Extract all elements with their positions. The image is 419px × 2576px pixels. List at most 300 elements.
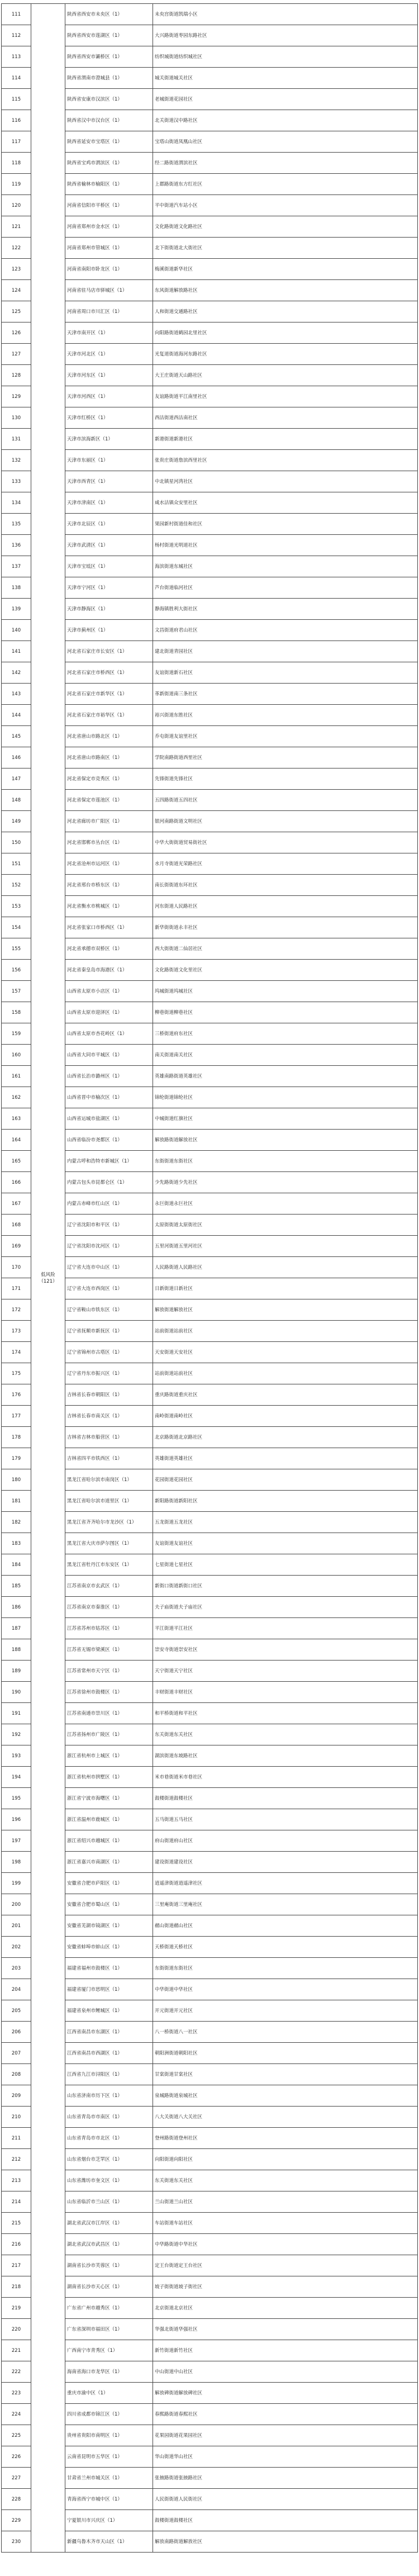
area-detail: 崇安寺街道崇安社区 — [153, 1639, 418, 1661]
row-number: 226 — [2, 2446, 31, 2468]
row-number: 186 — [2, 1597, 31, 1618]
area-detail: 朝阳洲街道朝阳社区 — [153, 2043, 418, 2064]
row-number: 162 — [2, 1087, 31, 1108]
area-detail: 中华路街道中华社区 — [153, 2234, 418, 2255]
area-name: 天津市津南区（1） — [65, 492, 153, 514]
area-name: 内蒙古赤峰市红山区（1） — [65, 1193, 153, 1215]
area-name: 山东省烟台市芝罘区（1） — [65, 2149, 153, 2170]
area-name: 天津市南开区（1） — [65, 322, 153, 344]
area-detail: 鼓楼街道鼓楼社区 — [153, 2510, 418, 2531]
row-number: 144 — [2, 705, 31, 726]
area-detail: 坡子街街道坡子街社区 — [153, 2276, 418, 2298]
area-detail: 夫子庙街道夫子庙社区 — [153, 1597, 418, 1618]
area-name: 山东省临沂市兰山区（1） — [65, 2191, 153, 2213]
row-number: 122 — [2, 238, 31, 259]
area-detail: 五龙街道五龙社区 — [153, 1512, 418, 1533]
area-name: 河北省保定市莲池区（1） — [65, 790, 153, 811]
area-detail: 东关街道东关社区 — [153, 1724, 418, 1745]
area-detail: 五里河街道五里河社区 — [153, 1236, 418, 1257]
area-detail: 革新街道南三条社区 — [153, 684, 418, 705]
row-number: 224 — [2, 2404, 31, 2425]
area-name: 辽宁省大连市中山区（1） — [65, 1257, 153, 1278]
area-name: 河南省南阳市卧龙区（1） — [65, 259, 153, 280]
area-name: 陕西省延安市宝塔区（1） — [65, 131, 153, 153]
area-detail: 杨村街道光明道社区 — [153, 535, 418, 556]
row-number: 143 — [2, 684, 31, 705]
area-detail: 新阳路街道新阳社区 — [153, 1491, 418, 1512]
area-detail: 站前街道站前社区 — [153, 1363, 418, 1384]
area-name: 湖南省长沙市天心区（1） — [65, 2276, 153, 2298]
area-name: 河北省唐山市路北区（1） — [65, 726, 153, 747]
row-number: 216 — [2, 2234, 31, 2255]
area-detail: 花园街道花园社区 — [153, 1469, 418, 1491]
row-number: 137 — [2, 556, 31, 577]
row-number: 189 — [2, 1661, 31, 1682]
row-number: 168 — [2, 1215, 31, 1236]
area-detail: 五马街道五马社区 — [153, 1809, 418, 1830]
area-detail: 文昌街道府君山社区 — [153, 620, 418, 641]
row-number: 112 — [2, 25, 31, 46]
area-detail: 华强北街道华强社区 — [153, 2319, 418, 2340]
area-name: 海南省海口市龙华区（1） — [65, 2361, 153, 2383]
row-number: 219 — [2, 2298, 31, 2319]
area-name: 江西省九江市浔阳区（1） — [65, 2064, 153, 2085]
area-name: 陕西省汉中市汉台区（1） — [65, 110, 153, 131]
row-number: 193 — [2, 1745, 31, 1767]
row-number: 176 — [2, 1384, 31, 1406]
row-number: 201 — [2, 1915, 31, 1937]
row-number: 225 — [2, 2425, 31, 2446]
area-name: 福建省泉州市鲤城区（1） — [65, 2000, 153, 2022]
area-detail: 上郡路街道东方红社区 — [153, 174, 418, 195]
area-name: 辽宁省大连市西岗区（1） — [65, 1278, 153, 1299]
row-number: 197 — [2, 1830, 31, 1852]
area-name: 安徽省合肥市蜀山区（1） — [65, 1894, 153, 1915]
row-number: 111 — [2, 4, 31, 25]
area-detail: 定王台街道定王台社区 — [153, 2255, 418, 2276]
row-number: 208 — [2, 2064, 31, 2085]
risk-table-body — [2, 4, 418, 2553]
area-detail: 果园新村街道佳和社区 — [153, 514, 418, 535]
row-number: 139 — [2, 599, 31, 620]
area-detail: 文化路街道文化路社区 — [153, 216, 418, 238]
area-name: 天津市红桥区（1） — [65, 407, 153, 429]
area-name: 江苏省常州市天宁区（1） — [65, 1661, 153, 1682]
row-number: 190 — [2, 1682, 31, 1703]
row-number: 114 — [2, 68, 31, 89]
row-number: 129 — [2, 386, 31, 407]
area-name: 浙江省杭州市拱墅区（1） — [65, 1767, 153, 1788]
row-number: 152 — [2, 875, 31, 896]
area-name: 天津市东丽区（1） — [65, 450, 153, 471]
row-number: 173 — [2, 1321, 31, 1342]
area-detail: 日新街道日新社区 — [153, 1278, 418, 1299]
area-detail: 南关街道南关社区 — [153, 1045, 418, 1066]
row-number: 130 — [2, 407, 31, 429]
area-name: 河北省廊坊市广阳区（1） — [65, 811, 153, 832]
area-detail: 向阳街道向阳社区 — [153, 2149, 418, 2170]
area-name: 内蒙古呼和浩特市新城区（1） — [65, 1151, 153, 1172]
row-number: 210 — [2, 2107, 31, 2128]
area-detail: 东街街道东街社区 — [153, 1958, 418, 1979]
row-number: 209 — [2, 2085, 31, 2107]
row-number: 211 — [2, 2128, 31, 2149]
area-name: 福建省厦门市思明区（1） — [65, 1979, 153, 2000]
area-detail: 锦纶街道锦纶社区 — [153, 1087, 418, 1108]
area-detail: 英雄街道英雄社区 — [153, 1448, 418, 1469]
row-number: 170 — [2, 1257, 31, 1278]
row-number: 175 — [2, 1363, 31, 1384]
row-number: 138 — [2, 577, 31, 599]
area-detail: 纺织城街道纺织城社区 — [153, 46, 418, 68]
area-name: 陕西省西安市莲湖区（1） — [65, 25, 153, 46]
area-name: 浙江省宁波市海曙区（1） — [65, 1788, 153, 1809]
row-number: 119 — [2, 174, 31, 195]
area-name: 天津市宁河区（1） — [65, 577, 153, 599]
area-name: 江苏省无锡市梁溪区（1） — [65, 1639, 153, 1661]
row-number: 165 — [2, 1151, 31, 1172]
area-name: 江西省南昌市东湖区（1） — [65, 2022, 153, 2043]
row-number: 171 — [2, 1278, 31, 1299]
area-name: 江苏省徐州市鼓楼区（1） — [65, 1682, 153, 1703]
area-detail: 坞城街道坞城社区 — [153, 981, 418, 1002]
area-name: 河北省石家庄市裕华区（1） — [65, 705, 153, 726]
area-name: 黑龙江省牡丹江市东安区（1） — [65, 1554, 153, 1576]
row-number: 222 — [2, 2361, 31, 2383]
area-name: 贵州省贵阳市南明区（1） — [65, 2425, 153, 2446]
area-detail: 新华街街道永丰社区 — [153, 917, 418, 938]
area-detail: 平中街道汽车站小区 — [153, 195, 418, 216]
area-detail: 建设街道建设社区 — [153, 1852, 418, 1873]
area-detail: 西沽街道西沽南社区 — [153, 407, 418, 429]
area-detail: 大兴路街道枣园东路社区 — [153, 25, 418, 46]
area-name: 安徽省蚌埠市蚌山区（1） — [65, 1937, 153, 1958]
area-name: 新疆乌鲁木齐市天山区（1） — [65, 2531, 153, 2553]
area-name: 陕西省西安市灞桥区（1） — [65, 46, 153, 68]
area-detail: 中华街道中华社区 — [153, 1979, 418, 2000]
row-number: 205 — [2, 2000, 31, 2022]
area-detail: 城关街道城关社区 — [153, 68, 418, 89]
row-number: 183 — [2, 1533, 31, 1554]
area-detail: 解放南路街道解放社区 — [153, 2531, 418, 2553]
row-number: 118 — [2, 153, 31, 174]
row-number: 157 — [2, 981, 31, 1002]
risk-area-table — [1, 3, 418, 2553]
row-number: 147 — [2, 768, 31, 790]
area-name: 天津市武清区（1） — [65, 535, 153, 556]
area-name: 河北省邯郸市丛台区（1） — [65, 832, 153, 853]
row-number: 126 — [2, 322, 31, 344]
row-number: 116 — [2, 110, 31, 131]
area-name: 黑龙江省大庆市萨尔图区（1） — [65, 1533, 153, 1554]
area-name: 河北省石家庄市桥西区（1） — [65, 662, 153, 684]
area-detail: 北京街道北京社区 — [153, 2298, 418, 2319]
area-name: 安徽省芜湖市镜湖区（1） — [65, 1915, 153, 1937]
row-number: 215 — [2, 2213, 31, 2234]
area-detail: 未央宫街道凯瑞小区 — [153, 4, 418, 25]
area-detail: 老城街道花园社区 — [153, 89, 418, 110]
area-name: 黑龙江省哈尔滨市南岗区（1） — [65, 1469, 153, 1491]
area-name: 河南省郑州市金水区（1） — [65, 216, 153, 238]
row-number: 220 — [2, 2319, 31, 2340]
row-number: 166 — [2, 1172, 31, 1193]
area-name: 陕西省宝鸡市渭滨区（1） — [65, 153, 153, 174]
area-name: 江苏省扬州市广陵区（1） — [65, 1724, 153, 1745]
area-detail: 人民街街道人民街社区 — [153, 2489, 418, 2510]
area-detail: 兰山街道兰山社区 — [153, 2191, 418, 2213]
area-detail: 少先路街道少先社区 — [153, 1172, 418, 1193]
area-detail: 水月寺街道光荣路社区 — [153, 853, 418, 875]
row-number: 160 — [2, 1045, 31, 1066]
area-detail: 解放碑街道解放碑社区 — [153, 2383, 418, 2404]
row-number: 142 — [2, 662, 31, 684]
row-number: 163 — [2, 1108, 31, 1130]
row-number: 202 — [2, 1937, 31, 1958]
area-name: 河北省石家庄市长安区（1） — [65, 641, 153, 662]
area-name: 河北省沧州市运河区（1） — [65, 853, 153, 875]
area-detail: 花果园街道花果园社区 — [153, 2425, 418, 2446]
area-detail: 解放街道解放社区 — [153, 1299, 418, 1321]
area-name: 甘肃省兰州市城关区（1） — [65, 2468, 153, 2489]
area-name: 浙江省温州市鹿城区（1） — [65, 1809, 153, 1830]
area-name: 吉林省长春市南关区（1） — [65, 1406, 153, 1427]
area-name: 黑龙江省齐齐哈尔市龙沙区（1） — [65, 1512, 153, 1533]
risk-level-cell — [31, 4, 65, 2553]
row-number: 123 — [2, 259, 31, 280]
area-name: 浙江省杭州市上城区（1） — [65, 1745, 153, 1767]
area-detail: 解放路街道解放社区 — [153, 1130, 418, 1151]
row-number: 151 — [2, 853, 31, 875]
area-detail: 泉城路街道泉城社区 — [153, 2085, 418, 2107]
area-detail: 友谊街道新石社区 — [153, 662, 418, 684]
row-number: 132 — [2, 450, 31, 471]
area-detail: 静海镇胜利大街社区 — [153, 599, 418, 620]
area-detail: 春熙路街道春熙社区 — [153, 2404, 418, 2425]
area-detail: 大王庄街道天山路社区 — [153, 365, 418, 386]
area-name: 辽宁省鞍山市铁东区（1） — [65, 1299, 153, 1321]
area-detail: 中城街道红旗社区 — [153, 1108, 418, 1130]
area-name: 湖南省长沙市芙蓉区（1） — [65, 2255, 153, 2276]
area-detail: 和平桥街道和平社区 — [153, 1703, 418, 1724]
area-name: 山西省太原市杏花岭区（1） — [65, 1023, 153, 1045]
area-detail: 柳巷街道柳巷社区 — [153, 1002, 418, 1023]
area-name: 河北省张家口市桥西区（1） — [65, 917, 153, 938]
area-detail: 车站街道车站社区 — [153, 2213, 418, 2234]
area-name: 湖北省武汉市江岸区（1） — [65, 2213, 153, 2234]
area-detail: 海滨街道东城社区 — [153, 556, 418, 577]
row-number: 213 — [2, 2170, 31, 2191]
row-number: 192 — [2, 1724, 31, 1745]
area-name: 广东省广州市越秀区（1） — [65, 2298, 153, 2319]
area-detail: 银河南路街道文明社区 — [153, 811, 418, 832]
row-number: 127 — [2, 344, 31, 365]
area-detail: 学院南路街道西里社区 — [153, 747, 418, 768]
row-number: 124 — [2, 280, 31, 301]
area-name: 山西省长治市潞州区（1） — [65, 1066, 153, 1087]
area-detail: 赭山街道赭山社区 — [153, 1915, 418, 1937]
row-number: 181 — [2, 1491, 31, 1512]
row-number: 199 — [2, 1873, 31, 1894]
area-detail: 友谊路街道平江南里社区 — [153, 386, 418, 407]
area-name: 江苏省南京市玄武区（1） — [65, 1576, 153, 1597]
row-number: 203 — [2, 1958, 31, 1979]
row-number: 141 — [2, 641, 31, 662]
area-detail: 平江街道平江社区 — [153, 1618, 418, 1639]
area-name: 吉林省四平市铁西区（1） — [65, 1448, 153, 1469]
row-number: 229 — [2, 2510, 31, 2531]
row-number: 164 — [2, 1130, 31, 1151]
row-number: 223 — [2, 2383, 31, 2404]
row-number: 179 — [2, 1448, 31, 1469]
area-name: 陕西省榆林市榆阳区（1） — [65, 174, 153, 195]
row-number: 146 — [2, 747, 31, 768]
area-name: 河南省周口市川汇区（1） — [65, 301, 153, 322]
area-detail: 乔屯街道友谊里社区 — [153, 726, 418, 747]
area-detail: 裕兴街道东胜社区 — [153, 705, 418, 726]
row-number: 153 — [2, 896, 31, 917]
area-detail: 人和街道交通路社区 — [153, 301, 418, 322]
row-number: 214 — [2, 2191, 31, 2213]
area-detail: 米市巷街道米市巷社区 — [153, 1767, 418, 1788]
area-detail: 北关街道汉中路社区 — [153, 110, 418, 131]
area-name: 辽宁省锦州市古塔区（1） — [65, 1342, 153, 1363]
row-number: 136 — [2, 535, 31, 556]
area-name: 江苏省南京市秦淮区（1） — [65, 1597, 153, 1618]
row-number: 158 — [2, 1002, 31, 1023]
row-number: 140 — [2, 620, 31, 641]
row-number: 125 — [2, 301, 31, 322]
area-detail: 向阳路街道鹤园北里社区 — [153, 322, 418, 344]
area-detail: 中山街道中山社区 — [153, 2361, 418, 2383]
row-number: 161 — [2, 1066, 31, 1087]
row-number: 135 — [2, 514, 31, 535]
row-number: 134 — [2, 492, 31, 514]
area-detail: 东关街道东关社区 — [153, 2170, 418, 2191]
area-detail: 重庆路街道重庆社区 — [153, 1384, 418, 1406]
row-number: 121 — [2, 216, 31, 238]
area-detail: 西大街街道二仙居社区 — [153, 938, 418, 960]
row-number: 180 — [2, 1469, 31, 1491]
area-name: 辽宁省沈阳市沈河区（1） — [65, 1236, 153, 1257]
row-number: 217 — [2, 2255, 31, 2276]
area-name: 湖北省武汉市武昌区（1） — [65, 2234, 153, 2255]
row-number: 150 — [2, 832, 31, 853]
row-number: 206 — [2, 2022, 31, 2043]
area-name: 云南省昆明市五华区（1） — [65, 2446, 153, 2468]
area-name: 青海省西宁市城中区（1） — [65, 2489, 153, 2510]
area-detail: 南长街街道东环社区 — [153, 875, 418, 896]
row-number: 191 — [2, 1703, 31, 1724]
area-name: 天津市宝坻区（1） — [65, 556, 153, 577]
row-number: 212 — [2, 2149, 31, 2170]
row-number: 148 — [2, 790, 31, 811]
area-detail: 东风街道解放路社区 — [153, 280, 418, 301]
area-detail: 友谊街道友谊社区 — [153, 1533, 418, 1554]
area-detail: 湖滨街道东坡路社区 — [153, 1745, 418, 1767]
area-detail: 府山街道府山社区 — [153, 1830, 418, 1852]
area-name: 江苏省南通市崇川区（1） — [65, 1703, 153, 1724]
row-number: 178 — [2, 1427, 31, 1448]
area-name: 辽宁省丹东市振兴区（1） — [65, 1363, 153, 1384]
area-name: 山西省临汾市尧都区（1） — [65, 1130, 153, 1151]
area-detail: 八大关街道八大关社区 — [153, 2107, 418, 2128]
area-detail: 华山街道华山社区 — [153, 2446, 418, 2468]
area-name: 山东省青岛市市北区（1） — [65, 2128, 153, 2149]
row-number: 167 — [2, 1193, 31, 1215]
row-number: 184 — [2, 1554, 31, 1576]
area-detail: 五四路街道五四社区 — [153, 790, 418, 811]
area-detail: 太原街街道太原街社区 — [153, 1215, 418, 1236]
area-name: 陕西省渭南市澄城县（1） — [65, 68, 153, 89]
row-number: 195 — [2, 1788, 31, 1809]
area-name: 山东省青岛市市南区（1） — [65, 2107, 153, 2128]
row-number: 221 — [2, 2340, 31, 2361]
row-number: 149 — [2, 811, 31, 832]
area-name: 黑龙江省哈尔滨市道里区（1） — [65, 1491, 153, 1512]
area-name: 浙江省绍兴市越城区（1） — [65, 1830, 153, 1852]
area-name: 天津市河东区（1） — [65, 365, 153, 386]
area-name: 辽宁省沈阳市和平区（1） — [65, 1215, 153, 1236]
area-detail: 八一桥街道八一社区 — [153, 2022, 418, 2043]
row-number: 198 — [2, 1852, 31, 1873]
area-detail: 丰财街道丰财社区 — [153, 1682, 418, 1703]
area-detail: 三里庵街道三里庵社区 — [153, 1894, 418, 1915]
area-detail: 张掖路街道张掖路社区 — [153, 2468, 418, 2489]
row-number: 169 — [2, 1236, 31, 1257]
area-name: 河北省石家庄市新华区（1） — [65, 684, 153, 705]
area-detail: 北下街街道北大街社区 — [153, 238, 418, 259]
area-detail: 宝塔山街道凤凰山社区 — [153, 131, 418, 153]
area-name: 河南省信阳市平桥区（1） — [65, 195, 153, 216]
area-name: 江苏省苏州市姑苏区（1） — [65, 1618, 153, 1639]
area-name: 山东省济南市历下区（1） — [65, 2085, 153, 2107]
risk-level-count: （121） — [39, 1278, 58, 1284]
area-name: 山西省太原市小店区（1） — [65, 981, 153, 1002]
area-name: 天津市静海区（1） — [65, 599, 153, 620]
area-name: 内蒙古包头市昆都仑区（1） — [65, 1172, 153, 1193]
area-name: 宁夏银川市兴庆区（1） — [65, 2510, 153, 2531]
area-name: 河北省保定市竞秀区（1） — [65, 768, 153, 790]
area-name: 广西南宁市青秀区（1） — [65, 2340, 153, 2361]
row-number: 196 — [2, 1809, 31, 1830]
area-detail: 建北街道青园社区 — [153, 641, 418, 662]
area-detail: 七星街道七星社区 — [153, 1554, 418, 1576]
area-detail: 东街街道东街社区 — [153, 1151, 418, 1172]
area-detail: 先锋街道先锋社区 — [153, 768, 418, 790]
area-detail: 鼓楼街道鼓楼社区 — [153, 1788, 418, 1809]
area-name: 河北省承德市双桥区（1） — [65, 938, 153, 960]
area-name: 山东省潍坊市奎文区（1） — [65, 2170, 153, 2191]
row-number: 188 — [2, 1639, 31, 1661]
risk-level-label: 低风险 — [41, 1272, 55, 1278]
row-number: 113 — [2, 46, 31, 68]
area-name: 山西省大同市平城区（1） — [65, 1045, 153, 1066]
row-number: 207 — [2, 2043, 31, 2064]
area-detail: 英雄南路街道英雄社区 — [153, 1066, 418, 1087]
area-detail: 中北镇星河湾社区 — [153, 471, 418, 492]
row-number: 200 — [2, 1894, 31, 1915]
area-name: 山西省运城市盐湖区（1） — [65, 1108, 153, 1130]
row-number: 228 — [2, 2489, 31, 2510]
area-name: 河北省秦皇岛市海港区（1） — [65, 960, 153, 981]
area-detail: 新街口街道新街口社区 — [153, 1576, 418, 1597]
area-name: 河北省衡水市桃城区（1） — [65, 896, 153, 917]
area-name: 天津市河西区（1） — [65, 386, 153, 407]
row-number: 131 — [2, 429, 31, 450]
row-number: 156 — [2, 960, 31, 981]
row-number: 172 — [2, 1299, 31, 1321]
row-number: 230 — [2, 2531, 31, 2553]
